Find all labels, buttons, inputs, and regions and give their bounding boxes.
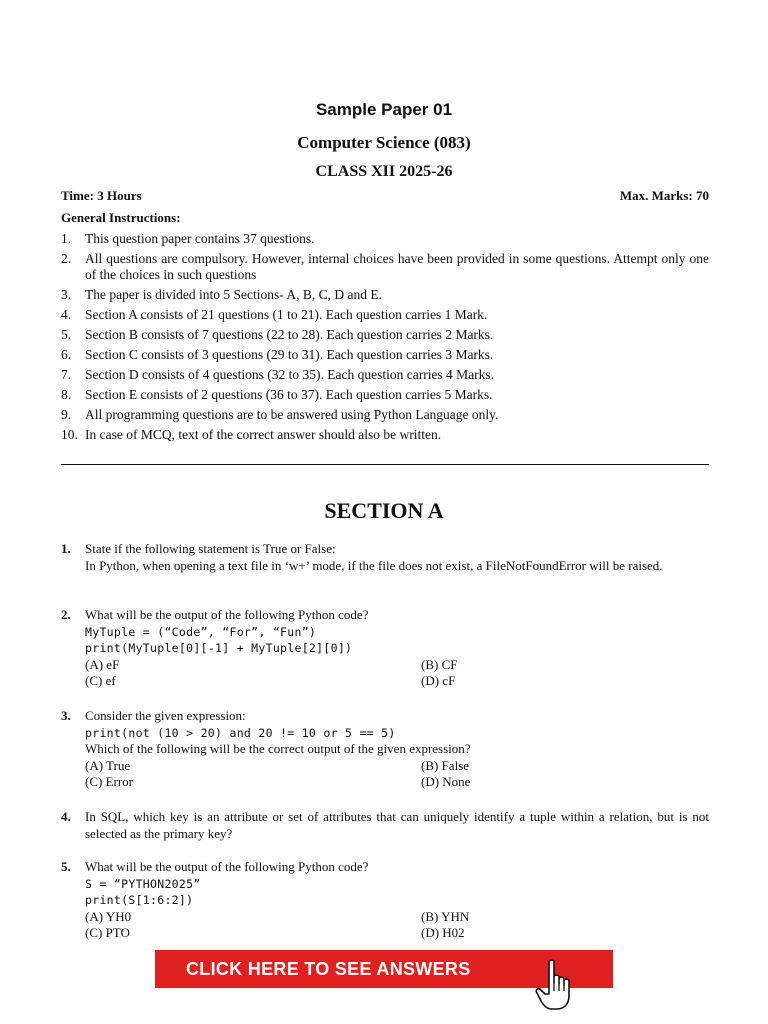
instruction-item (61, 407, 709, 423)
pointing-hand-icon (535, 958, 583, 1016)
question-4 (61, 809, 709, 842)
option-a: (A) eF (85, 656, 120, 672)
option-d: (D) None (421, 774, 471, 789)
instruction-text: In case of MCQ, text of the correct answer should also be written. (85, 427, 442, 442)
paper-title: Sample Paper 01 (315, 100, 453, 119)
instruction-number: 10. (61, 427, 78, 442)
options-grid (85, 758, 709, 791)
instruction-text: This question paper contains 37 questions. (85, 231, 315, 246)
code-line: print(S[1:6:2]) (85, 893, 194, 907)
question-5 (61, 859, 709, 942)
instructions-list (61, 231, 709, 447)
question-text: What will be the output of the following Python code? (85, 607, 369, 622)
question-2 (61, 607, 709, 690)
subject-title: Computer Science (083) (297, 133, 471, 152)
question-1 (61, 541, 709, 574)
instruction-number: 8. (61, 387, 72, 402)
instruction-text: Section D consists of 4 questions (32 to 35). Each question carries 4 Marks. (85, 367, 495, 382)
option-c: (C) PTO (85, 925, 130, 940)
instruction-item (61, 327, 709, 343)
code-line: S = “PYTHON2025” (85, 876, 201, 891)
options-grid (85, 657, 709, 690)
question-text: Which of the following will be the correct output of the given expression? (85, 741, 471, 756)
instruction-item (61, 231, 709, 247)
max-marks-label: Max. Marks: 70 (619, 188, 709, 203)
question-text: What will be the output of the following Python code? (85, 859, 369, 874)
option-a: (A) True (85, 757, 131, 773)
question-text: Consider the given expression: (85, 708, 246, 723)
question-text: In SQL, which key is an attribute or set of attributes that can uniquely identify a tuple within a relation, but is not selected as the primary key? (85, 809, 709, 841)
question-3 (61, 708, 709, 791)
instruction-item (61, 347, 709, 363)
option-d: (D) H02 (421, 925, 465, 940)
instruction-text: Section C consists of 3 questions (29 to 31). Each question carries 3 Marks. (85, 347, 494, 362)
question-number: 1. (61, 541, 71, 556)
option-b: (B) YHN (421, 908, 470, 924)
instruction-number: 1. (61, 231, 72, 246)
section-heading: SECTION A (324, 498, 444, 523)
instruction-text: Section E consists of 2 questions (36 to 37). Each question carries 5 Marks. (85, 387, 493, 402)
instruction-number: 6. (61, 347, 72, 362)
instruction-text: The paper is divided into 5 Sections- A, B, C, D and E. (85, 287, 382, 302)
question-statement: In Python, when opening a text file in ‘w+’ mode, if the file does not exist, a FileNotFoundError will be raised. (85, 557, 663, 573)
code-line: print(not (10 > 20) and 20 != 10 or 5 == 5) (85, 725, 396, 740)
question-number: 5. (61, 859, 71, 874)
instruction-item (61, 251, 709, 283)
instruction-number: 5. (61, 327, 72, 342)
class-title: CLASS XII 2025-26 (315, 163, 453, 180)
instruction-item (61, 427, 709, 443)
question-text: State if the following statement is True or False: (85, 541, 336, 556)
instruction-item (61, 367, 709, 383)
option-c: (C) Error (85, 774, 134, 789)
instruction-number: 3. (61, 287, 72, 302)
option-d: (D) cF (421, 673, 456, 688)
question-number: 3. (61, 708, 71, 723)
instruction-text: All questions are compulsory. However, internal choices have been provided in some questions. Attempt only one of the choices in such questions (85, 251, 709, 282)
instruction-text: Section A consists of 21 questions (1 to 21). Each question carries 1 Mark. (85, 307, 488, 322)
options-grid (85, 909, 709, 942)
instruction-text: All programming questions are to be answered using Python Language only. (85, 407, 499, 422)
option-c: (C) ef (85, 673, 116, 688)
instructions-heading: General Instructions: (61, 210, 181, 225)
option-b: (B) CF (421, 656, 458, 672)
code-line: MyTuple = (“Code”, “For”, “Fun”) (85, 624, 317, 639)
see-answers-label: CLICK HERE TO SEE ANSWERS (186, 958, 471, 979)
instruction-number: 4. (61, 307, 72, 322)
instruction-item (61, 387, 709, 403)
time-label: Time: 3 Hours (61, 188, 142, 203)
instruction-text: Section B consists of 7 questions (22 to 28). Each question carries 2 Marks. (85, 327, 494, 342)
option-b: (B) False (421, 757, 470, 773)
instruction-number: 7. (61, 367, 72, 382)
instruction-item (61, 307, 709, 323)
question-number: 4. (61, 809, 71, 824)
question-number: 2. (61, 607, 71, 622)
code-line: print(MyTuple[0][-1] + MyTuple[2][0]) (85, 641, 353, 655)
instruction-number: 9. (61, 407, 72, 422)
option-a: (A) YH0 (85, 908, 132, 924)
divider (61, 464, 709, 465)
meta-row (61, 188, 709, 204)
instruction-number: 2. (61, 251, 72, 266)
instruction-item (61, 287, 709, 303)
